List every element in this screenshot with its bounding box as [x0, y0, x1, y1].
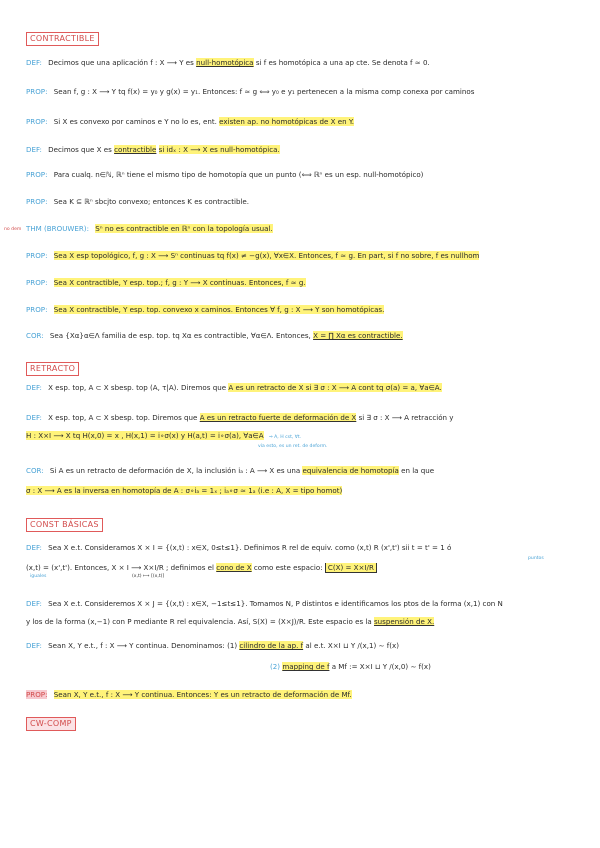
def-label: DEF:	[26, 58, 42, 67]
prop-rn: PROP: Para cualq. n∈ℕ, ℝⁿ tiene el mismo tipo de homotopía que un punto (⟺ ℝⁿ es un esp. null-homotópico)	[26, 170, 424, 179]
prop-paths: PROP: Sean f, g : X ⟶ Y tq f(x) = y₀ y g(x) = y₁. Entonces: f ≃ g ⟺ y₀ e y₁ pertenecen a la misma comp conexa por caminos	[26, 87, 475, 96]
thm-brouwer: THM (BROUWER): Sⁿ no es contractible en ℝⁿ con la topología usual.	[26, 224, 273, 233]
def-strong-retract: DEF: X esp. top, A ⊂ X sbesp. top. Diremos que A es un retracto fuerte de deformación de X si ∃ σ : X ⟶ A retracción y	[26, 413, 454, 422]
def-cylinder: DEF: Sean X, Y e.t., f : X ⟶ Y continua. Denominamos: (1) cilindro de la ap. f al e.t. X×I ⊔ Y /(x,1) ∼ f(x)	[26, 641, 399, 650]
margin-note: no dem	[4, 227, 22, 232]
section-retracto: RETRACTO	[26, 362, 79, 376]
def-mapping: (2) mapping de f a Mf := X×I ⊔ Y /(x,0) ∼ f(x)	[270, 662, 431, 671]
def-retract: DEF: X esp. top, A ⊂ X sbesp. top (A, τ|A). Diremos que A es un retracto de X si ∃ σ : X ⟶ A cont tq σ(a) = a, ∀a∈A.	[26, 383, 442, 392]
def-null-homotopic: DEF: Decimos que una aplicación f : X ⟶ Y es null-homotópica si f es homotópica a una ap cte. Se denota f ≃ 0.	[26, 58, 430, 67]
cor-product: COR: Sea {Xα}α∈Λ familia de esp. top. tq Xα es contractible, ∀α∈Λ. Entonces, X = ∏ Xα es contractible.	[26, 331, 403, 340]
section-cwcomp: CW-COMP	[26, 717, 76, 731]
cor-deformation-cont: σ : X ⟶ A es la inversa en homotopía de A : σ∘iₐ = 1ₓ ; iₐ∘σ ≃ 1ₐ (i.e : A, X = tipo homot)	[26, 486, 343, 495]
prop-contractible-convex: PROP: Sea X contractible, Y esp. top. convexo x caminos. Entonces ∀ f, g : X ⟶ Y son homotópicas.	[26, 305, 385, 314]
highlight: null-homotópica	[196, 58, 254, 67]
def-cone-cont: (x,t) = (x',t'). Entonces, X × I ⟶ X×I/R ; definimos el cono de X como este espacio: C(X) = X×I/R	[26, 563, 594, 573]
annotation: iguales	[30, 574, 47, 579]
prop-sphere: PROP: Sea X esp topológico, f, g : X ⟶ Sⁿ continuas tq f(x) ≠ −g(x), ∀x∈X. Entonces, f ≃ g. En part, si f no sobre, f es nullhom	[26, 251, 480, 260]
def-suspension: DEF: Sea X e.t. Consideremos X × J = {(x,t) : x∈X, −1≤t≤1}. Tomamos N, P distintos e identificamos los ptos de la forma (x,1) con N	[26, 599, 503, 608]
annotation: vía esto, es un ret. de deform.	[258, 444, 328, 449]
def-suspension-cont: y los de la forma (x,−1) con P mediante R rel equivalencia. Así, S(X) = (X×J)/R. Este espacio es la suspensión de X.	[26, 617, 435, 626]
section-contractible: CONTRACTIBLE	[26, 32, 99, 46]
annotation: (x,t) ⟼ [(x,t)]	[132, 574, 165, 579]
prop-convex-set: PROP: Sea K ⊆ ℝⁿ sbcjto convexo; entonces K es contractible.	[26, 197, 250, 206]
annotation: puntos	[528, 556, 544, 561]
cone-box: C(X) = X×I/R	[325, 563, 377, 573]
prop-convex: PROP: Si X es convexo por caminos e Y no lo es, ent. existen ap. no homotópicas de X en Y.	[26, 117, 355, 126]
section-const: CONST BÁSICAS	[26, 518, 103, 532]
def-contractible: DEF: Decimos que X es contractible si idₓ : X ⟶ X es null-homotópica.	[26, 145, 280, 154]
prop-mapping-retract: PROP: Sean X, Y e.t., f : X ⟶ Y continua. Entonces: Y es un retracto de deformación de Mf.	[26, 690, 352, 699]
cor-deformation: COR: Si A es un retracto de deformación de X, la inclusión iₐ : A ⟶ X es una equivalencia de homotopía en la que	[26, 466, 435, 475]
prop-contractible-maps: PROP: Sea X contractible, Y esp. top.; f, g : Y ⟶ X continuas. Entonces, f ≃ g.	[26, 278, 306, 287]
def-strong-retract-cont: H : X×I ⟶ X tq H(x,0) = x , H(x,1) = i∘σ(x) y H(a,t) = i∘σ(a), ∀a∈A ⇒ A, H cst, ∀t.	[26, 431, 302, 440]
def-cone: DEF: Sea X e.t. Consideramos X × I = {(x,t) : x∈X, 0≤t≤1}. Definimos R rel de equiv. como (x,t) R (x',t') sii t = t' = 1 ó	[26, 543, 452, 552]
